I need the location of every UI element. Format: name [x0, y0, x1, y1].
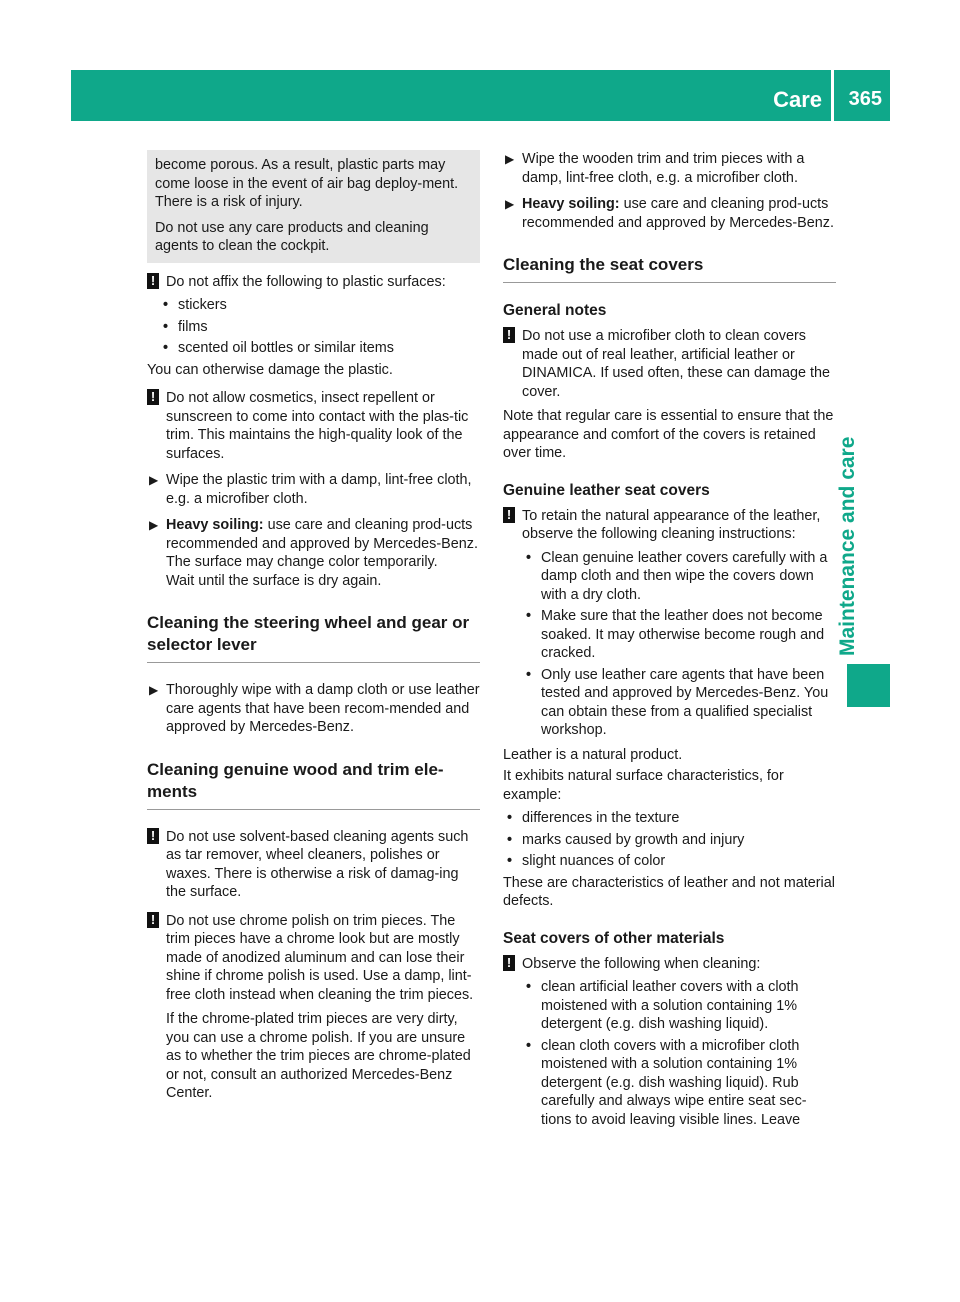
arrow-right-icon: ▶: [505, 152, 515, 166]
list-item: • differences in the texture: [503, 809, 836, 828]
sidebar-chapter-label: Maintenance and care: [836, 436, 859, 656]
subsection-heading: Genuine leather seat covers: [503, 481, 710, 499]
caution-note: [147, 273, 480, 292]
exclamation-icon: !: [147, 828, 159, 844]
instruction-step: [147, 681, 480, 737]
section-heading: Cleaning genuine wood and trim ele-ments: [147, 759, 480, 810]
step-text: Thoroughly wipe with a damp cloth or use leather care agents that have been recom-mended and approved by Mercedes-Benz.: [166, 682, 480, 735]
note-text: Observe the following when cleaning:: [522, 955, 761, 972]
note-text: Do not use a microfiber cloth to clean covers made out of real leather, artificial leather or DINAMICA. If used often, these can damage the cover.: [522, 328, 830, 400]
warning-box: [147, 150, 480, 263]
paragraph: Leather is a natural product.: [503, 746, 683, 763]
exclamation-icon: !: [503, 327, 515, 343]
list-item: • Make sure that the leather does not become soaked. It may otherwise become rough and cracked.: [522, 607, 836, 663]
bullet-list: [147, 296, 480, 358]
right-column: [503, 150, 836, 1132]
list-item: • stickers: [159, 296, 480, 315]
note-text: Do not use chrome polish on trim pieces. The trim pieces have a chrome look but are mostly made of anodized aluminum and can lose their shine if chrome polish is used. Use a damp, lint-free cloth instead when cleaning the trim pieces.: [166, 912, 474, 1003]
list-item: • Clean genuine leather covers carefully with a damp cloth and then wipe the covers down with a dry cloth.: [522, 549, 836, 605]
page-number: 365: [848, 88, 882, 110]
header-divider: [831, 70, 834, 121]
note-text: To retain the natural appearance of the leather, observe the following cleaning instructions:: [522, 507, 821, 542]
arrow-right-icon: ▶: [505, 197, 515, 211]
exclamation-icon: !: [147, 389, 159, 405]
note-text: If the chrome-plated trim pieces are very dirty, you can use a chrome polish. If you are unsure as to whether the trim pieces are chrome-plated or not, consult an authorized Mercedes-Benz Center.: [166, 1011, 471, 1101]
step-text: Heavy soiling: use care and cleaning prod-ucts recommended and approved by Mercedes-Benz.: [522, 196, 834, 231]
list-item: • films: [159, 318, 480, 337]
instruction-step: [503, 195, 836, 232]
caution-note: [147, 912, 480, 1103]
subsection-heading: Seat covers of other materials: [503, 929, 725, 947]
section-heading: Cleaning the steering wheel and gear or selector lever: [147, 612, 480, 663]
warning-text-1: become porous. As a result, plastic parts may come loose in the event of air bag deploy-ment. There is a risk of injury.: [155, 157, 459, 210]
exclamation-icon: !: [147, 912, 159, 928]
list-item: • marks caused by growth and injury: [503, 831, 836, 850]
instruction-step: [147, 471, 480, 508]
list-item: • clean cloth covers with a microfiber cloth moistened with a solution containing 1% detergent (e.g. dish washing liquid). Rub carefully and always wipe entire seat sec-tions to avoid leaving visible lines. Leave: [522, 1037, 836, 1130]
step-text: Wipe the plastic trim with a damp, lint-free cloth, e.g. a microfiber cloth.: [166, 472, 472, 507]
step-text: Wipe the wooden trim and trim pieces with a damp, lint-free cloth, e.g. a microfiber cloth.: [522, 151, 805, 186]
list-item: • clean artificial leather covers with a cloth moistened with a solution containing 1% detergent (e.g. dish washing liquid).: [522, 978, 836, 1034]
note-text: Do not use solvent-based cleaning agents such as tar remover, wheel cleaners, polishes or waxes. There is otherwise a risk of damag-ing the surface.: [166, 828, 469, 900]
left-column: [147, 150, 480, 1103]
paragraph: It exhibits natural surface characteristics, for example:: [503, 768, 784, 803]
page-header: [71, 70, 890, 121]
note-text: Do not allow cosmetics, insect repellent or sunscreen to come into contact with the plas-tic trim. This maintains the high-quality look of the surfaces.: [166, 390, 469, 462]
exclamation-icon: !: [503, 507, 515, 523]
instruction-step: [147, 516, 480, 590]
caution-note: [503, 507, 836, 740]
list-item: • slight nuances of color: [503, 852, 836, 871]
list-item: • Only use leather care agents that have been tested and approved by Mercedes-Benz. You can obtain these from a qualified specialist workshop.: [522, 666, 836, 740]
caution-note: [147, 828, 480, 902]
section-title: Care: [773, 87, 822, 112]
chapter-tab-marker: [847, 664, 890, 707]
step-label: Heavy soiling:: [522, 196, 620, 212]
warning-text-2: Do not use any care products and cleaning agents to clean the cockpit.: [155, 219, 429, 254]
exclamation-icon: !: [147, 273, 159, 289]
bullet-list: [522, 549, 836, 740]
step-text: Heavy soiling: use care and cleaning prod-ucts recommended and approved by Mercedes-Benz.: [166, 517, 478, 552]
paragraph: These are characteristics of leather and not material defects.: [503, 874, 835, 909]
paragraph: Note that regular care is essential to ensure that the appearance and comfort of the covers is retained over time.: [503, 408, 834, 461]
arrow-right-icon: ▶: [149, 683, 159, 697]
arrow-right-icon: ▶: [149, 473, 159, 487]
list-item: • scented oil bottles or similar items: [159, 339, 480, 358]
instruction-step: [503, 150, 836, 187]
sidebar-chapter: [836, 396, 886, 656]
note-text: Do not affix the following to plastic surfaces:: [166, 273, 446, 290]
step-label: Heavy soiling:: [166, 517, 264, 533]
caution-note: [503, 955, 836, 1130]
bullet-list: [503, 809, 836, 871]
arrow-right-icon: ▶: [149, 518, 159, 532]
exclamation-icon: !: [503, 955, 515, 971]
caution-note: [147, 389, 480, 463]
paragraph: You can otherwise damage the plastic.: [147, 361, 393, 378]
caution-note: [503, 327, 836, 401]
bullet-list: [522, 978, 836, 1129]
step-text: The surface may change color temporarily.: [166, 554, 438, 570]
section-heading: Cleaning the seat covers: [503, 254, 836, 283]
step-text: Wait until the surface is dry again.: [166, 572, 382, 589]
subsection-heading: General notes: [503, 302, 607, 319]
